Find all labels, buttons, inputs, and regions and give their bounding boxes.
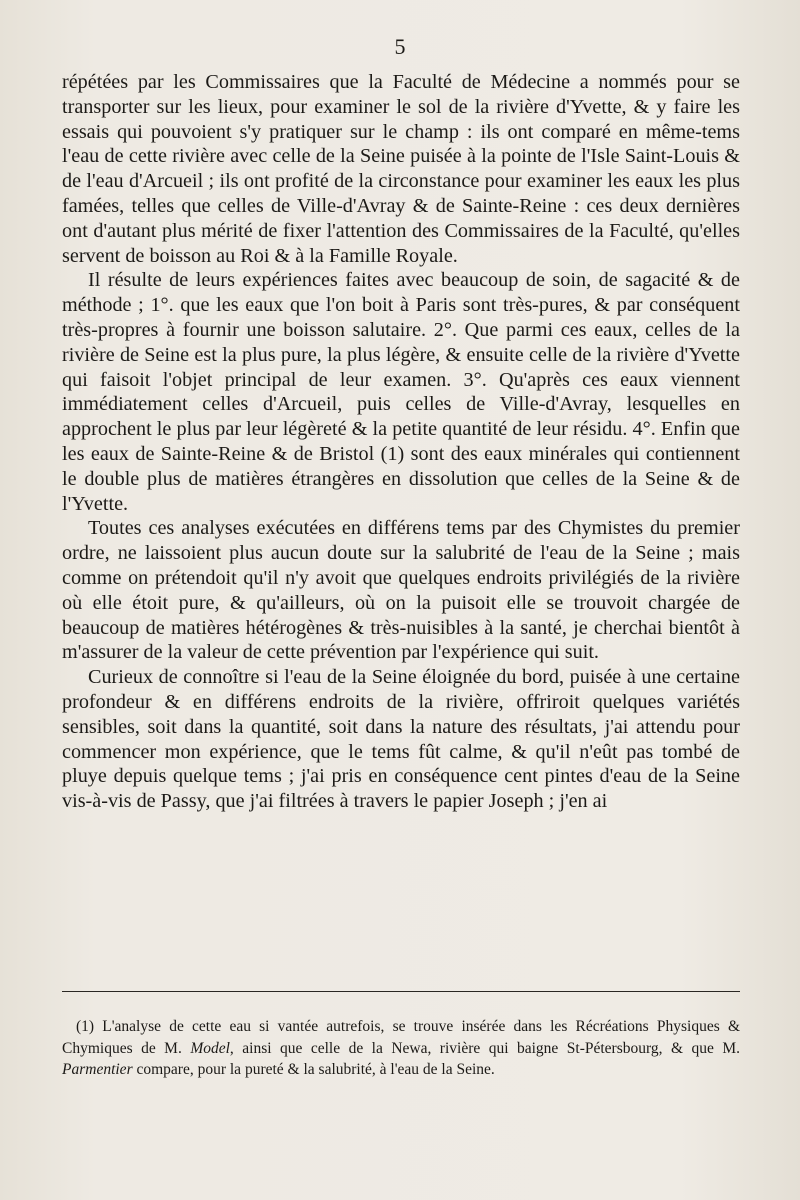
footnote-marker: (1) [76, 1018, 95, 1035]
main-text [62, 70, 740, 814]
footnote-name-parmentier: Parmentier [62, 1061, 133, 1078]
paragraph-4: Curieux de connoître si l'eau de la Seine éloignée du bord, puisée à une certaine profondeur & en différens endroits de la rivière, offriroit quelques variétés sensibles, soit dans la quantité, soit dans la nature des résultats, j'ai attendu pour commencer mon expérience, que le tems fût calme, & qu'il n'eût pas tombé de pluye depuis quelque tems ; j'ai pris en conséquence cent pintes d'eau de la Seine vis-à-vis de Passy, que j'ai filtrées à travers le papier Joseph ; j'en ai [62, 666, 740, 813]
footnote-text [62, 1016, 740, 1081]
paragraph-1: répétées par les Commissaires que la Faculté de Médecine a nommés pour se transporter sur les lieux, pour examiner le sol de la rivière d'Yvette, & y faire les essais qui pouvoient s'y pratiquer sur le champ : ils ont comparé en même-tems l'eau de cette rivière avec celle de la Seine puisée à la pointe de l'Isle Saint-Louis & de l'eau d'Arcueil ; ils ont profité de la circonstance pour examiner les eaux les plus famées, telles que celles de Ville-d'Avray & de Sainte-Reine : ces deux dernières ont d'autant plus mérité de fixer l'attention des Commissaires de la Faculté, qu'elles servent de boisson au Roi & à la Famille Royale. [62, 71, 740, 267]
footnote-part-2: , ainsi que celle de la Newa, rivière qui baigne St-Pétersbourg, & que M. [229, 1039, 740, 1057]
footnote [62, 1016, 740, 1081]
paragraph-2: Il résulte de leurs expériences faites avec beaucoup de soin, de sagacité & de méthode ; 1°. que les eaux que l'on boit à Paris sont très-pures, & par conséquent très-propres à fournir une boisson salutaire. 2°. Que parmi ces eaux, celles de la rivière de Seine est la plus pure, la plus légère, & ensuite celle de la rivière d'Yvette qui faisoit l'objet principal de leur examen. 3°. Qu'après ces eaux viennent immédiatement celles d'Arcueil, puis celles de Ville-d'Avray, lesquelles en approchent le plus par leur légèreté & la petite quantité de leur résidu. 4°. Enfin que les eaux de Sainte-Reine & de Bristol (1) sont des eaux minérales qui contiennent le double plus de matières étrangères en dissolution que celles de la Seine & de l'Yvette. [62, 269, 740, 515]
paragraph-3: Toutes ces analyses exécutées en différens tems par des Chymistes du premier ordre, ne laissoient plus aucun doute sur la salubrité de l'eau de la Seine ; mais comme on prétendoit qu'il n'y avoit que quelques endroits privilégiés de la rivière où elle étoit pure, & qu'ailleurs, où on la puisoit elle se trouvoit chargée de beaucoup de matières hétérogènes & très-nuisibles à la santé, je cherchai bientôt à m'assurer de la valeur de cette prévention par l'expérience qui suit. [62, 517, 740, 664]
footnote-rule [62, 991, 740, 992]
footnote-name-model: Model [190, 1039, 230, 1057]
footnote-part-1: L'analyse de cette eau si vantée autrefois, se trouve insérée dans les Récréations Physiques & Chymiques de M. [62, 1018, 740, 1057]
page-number: 5 [394, 34, 406, 59]
footnote-part-3: compare, pour la pureté & la salubrité, à l'eau de la Seine. [136, 1061, 495, 1078]
